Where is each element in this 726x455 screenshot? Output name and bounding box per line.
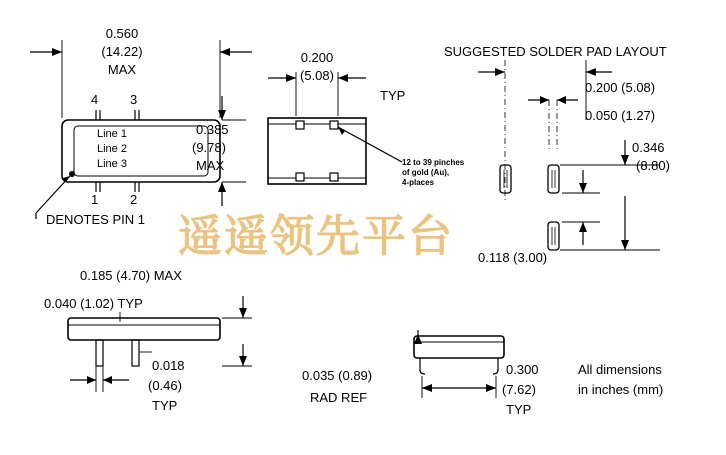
dim-side-inch: 0.200 <box>300 50 334 65</box>
dim-lead-018-typ: TYP <box>152 398 178 413</box>
dim-top-width-inch: 0.560 <box>105 26 139 41</box>
dim-height-185: 0.185 (4.70) MAX <box>80 268 182 283</box>
marking-line-2: Line 2 <box>97 143 127 155</box>
dim-top-width-max: MAX <box>107 62 137 77</box>
note-gold-line2: of gold (Au), <box>402 168 450 177</box>
dim-pitch-300-mm: (7.62) <box>502 382 536 397</box>
dim-pad-118: 0.118 (3.00) <box>478 250 548 265</box>
pin-number-3: 3 <box>130 92 138 107</box>
dim-side-typ: TYP <box>380 88 406 103</box>
dim-lead-040: 0.040 (1.02) TYP <box>44 296 143 311</box>
dim-side-mm: (5.08) <box>300 68 334 83</box>
dim-pad-346-mm: (8.80) <box>636 158 670 173</box>
dim-pad-346-inch: 0.346 <box>632 140 665 155</box>
dim-height-inch: 0.385 <box>196 122 229 137</box>
note-units-line2: in inches (mm) <box>578 382 664 397</box>
watermark-text: 遥遥领先平台 <box>178 211 454 262</box>
dim-pitch-300-inch: 0.300 <box>506 362 539 377</box>
dim-lead-018-mm: (0.46) <box>148 378 182 393</box>
pin-number-4: 4 <box>91 92 99 107</box>
note-units-line1: All dimensions <box>578 362 662 377</box>
dim-pad-200: 0.200 (5.08) <box>585 80 656 95</box>
dim-height-mm: (9.78) <box>192 140 226 155</box>
pin-number-2: 2 <box>130 192 138 207</box>
dim-pad-050: 0.050 (1.27) <box>585 108 656 123</box>
note-gold-line1: 12 to 39 pinches <box>402 158 465 167</box>
title-solder-pad-layout: SUGGESTED SOLDER PAD LAYOUT <box>444 44 667 59</box>
marking-line-1: Line 1 <box>97 128 127 140</box>
dim-height-max: MAX <box>196 158 225 173</box>
dim-top-width-mm: (14.22) <box>101 44 143 59</box>
label-rad-ref: RAD REF <box>310 390 368 405</box>
dim-rad-035: 0.035 (0.89) <box>302 368 373 383</box>
marking-line-3: Line 3 <box>97 158 127 170</box>
pin-number-1: 1 <box>91 192 99 207</box>
dim-lead-018-inch: 0.018 <box>152 358 185 373</box>
note-gold-line3: 4-places <box>402 178 435 187</box>
dim-pitch-300-typ: TYP <box>506 402 532 417</box>
note-denotes-pin1: DENOTES PIN 1 <box>46 212 145 227</box>
